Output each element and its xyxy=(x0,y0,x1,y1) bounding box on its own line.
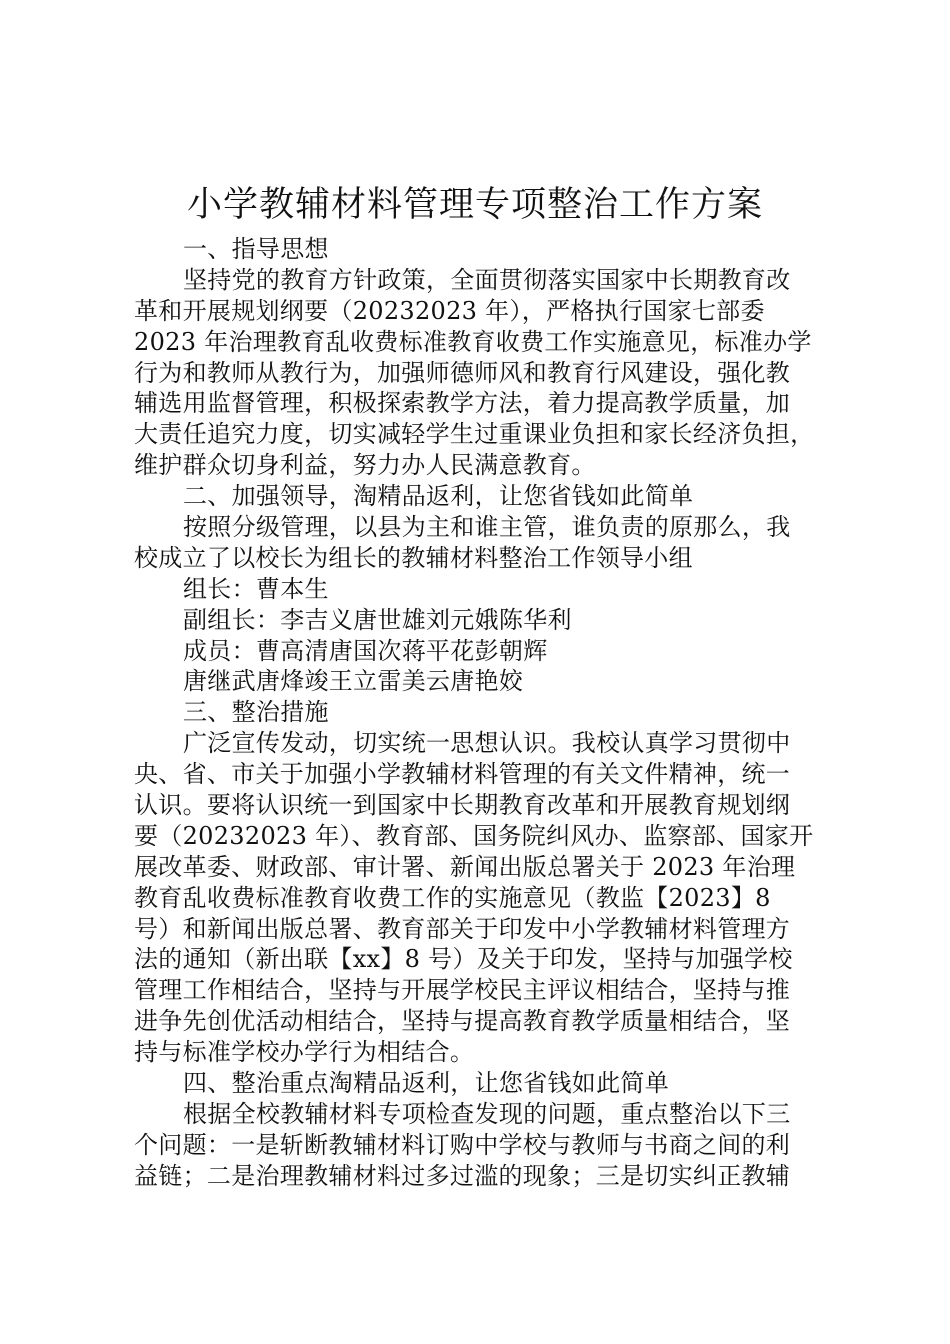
text-line: 2023 年治理教育乱收费标准教育收费工作实施意见，标准办学 xyxy=(134,327,812,356)
text-line: 大责任追究力度，切实减轻学生过重课业负担和家长经济负担， xyxy=(134,420,815,449)
text-line: 成员：曹高清唐国次蒋平花彭朝辉 xyxy=(183,636,548,665)
document-body xyxy=(134,234,834,1192)
text-line: 号）和新闻出版总署、教育部关于印发中小学教辅材料管理方 xyxy=(134,914,791,943)
text-line: 组长：曹本生 xyxy=(183,574,329,603)
text-line: 进争先创优活动相结合，坚持与提高教育教学质量相结合，坚 xyxy=(134,1007,791,1036)
text-line: 革和开展规划纲要（20232023 年），严格执行国家七部委 xyxy=(134,296,765,325)
text-line: 副组长：李吉义唐世雄刘元娥陈华利 xyxy=(183,605,572,634)
text-line: 管理工作相结合，坚持与开展学校民主评议相结合，坚持与推 xyxy=(134,976,791,1005)
text-line: 持与标准学校办学行为相结合。 xyxy=(134,1038,475,1067)
text-line: 校成立了以校长为组长的教辅材料整治工作领导小组 xyxy=(134,543,693,572)
text-line: 根据全校教辅材料专项检查发现的问题，重点整治以下三 xyxy=(183,1099,791,1128)
text-line: 辅选用监督管理，积极探索教学方法，着力提高教学质量，加 xyxy=(134,389,791,418)
text-line: 坚持党的教育方针政策，全面贯彻落实国家中长期教育改 xyxy=(183,265,791,294)
text-line: 要（20232023 年）、教育部、国务院纠风办、监察部、国家开 xyxy=(134,821,814,850)
text-line: 唐继武唐烽竣王立雷美云唐艳姣 xyxy=(183,667,524,696)
text-line: 三、整治措施 xyxy=(183,698,329,727)
text-line: 个问题：一是斩断教辅材料订购中学校与教师与书商之间的利 xyxy=(134,1130,791,1159)
text-line: 央、省、市关于加强小学教辅材料管理的有关文件精神，统一 xyxy=(134,760,791,789)
text-line: 按照分级管理，以县为主和谁主管，谁负责的原那么，我 xyxy=(183,513,791,542)
text-line: 法的通知（新出联【xx】8 号）及关于印发，坚持与加强学校 xyxy=(134,945,793,974)
text-line: 展改革委、财政部、审计署、新闻出版总署关于 2023 年治理 xyxy=(134,852,796,881)
text-line: 认识。要将认识统一到国家中长期教育改革和开展教育规划纲 xyxy=(134,791,791,820)
text-line: 益链；二是治理教辅材料过多过滥的现象；三是切实纠正教辅 xyxy=(134,1161,791,1190)
text-line: 广泛宣传发动，切实统一思想认识。我校认真学习贯彻中 xyxy=(183,729,791,758)
text-line: 维护群众切身利益，努力办人民满意教育。 xyxy=(134,451,596,480)
text-line: 四、整治重点淘精品返利，让您省钱如此简单 xyxy=(183,1069,669,1098)
text-line: 行为和教师从教行为，加强师德师风和教育行风建设，强化教 xyxy=(134,358,791,387)
text-line: 一、指导思想 xyxy=(183,235,329,263)
text-line: 二、加强领导，淘精品返利，让您省钱如此简单 xyxy=(183,482,694,511)
document-title: 小学教辅材料管理专项整治工作方案 xyxy=(186,185,763,225)
text-line: 教育乱收费标准教育收费工作的实施意见（教监【2023】8 xyxy=(134,883,771,912)
